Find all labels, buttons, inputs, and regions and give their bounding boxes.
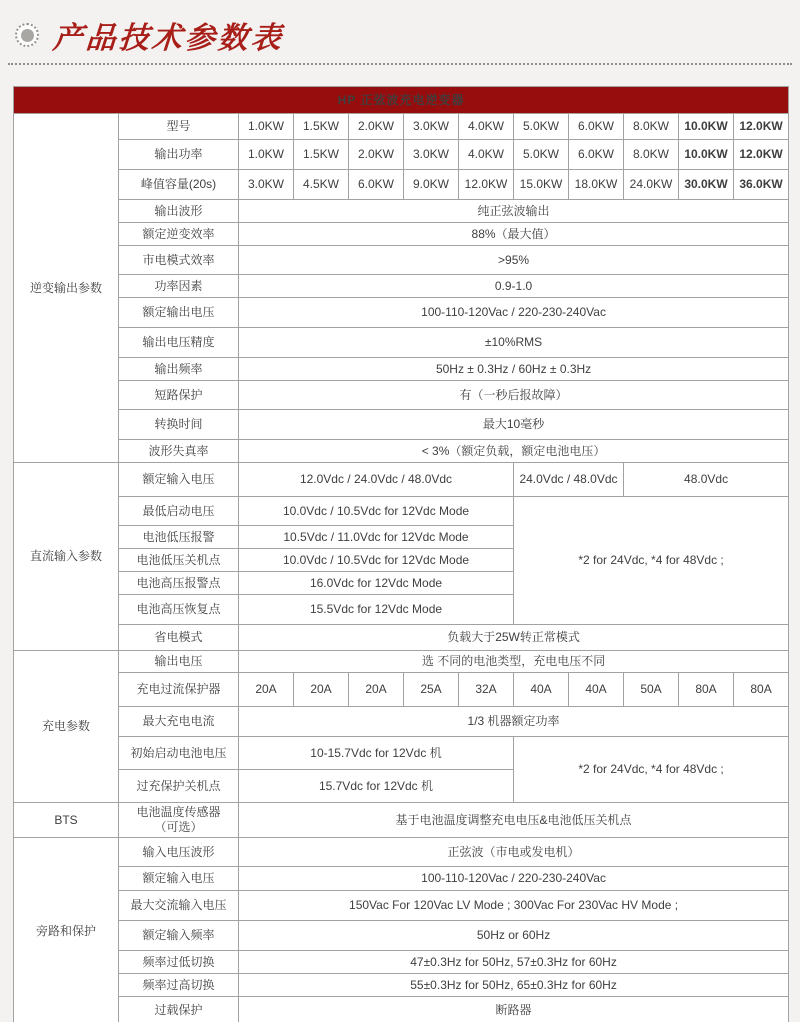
- output-power-value: 2.0KW: [349, 140, 404, 170]
- peak-capacity-value: 6.0KW: [349, 170, 404, 200]
- rated-input-frequency-value: 50Hz or 60Hz: [239, 921, 789, 951]
- param-label-battery-low-cutoff: 电池低压关机点: [119, 549, 239, 572]
- output-power-value: 12.0KW: [734, 140, 789, 170]
- section-label-dc-input: 直流输入参数: [14, 463, 119, 651]
- output-voltage-accuracy-value: ±10%RMS: [239, 328, 789, 358]
- table-row: [14, 140, 789, 170]
- model-value: 10.0KW: [679, 114, 734, 140]
- charge-ocp-value: 40A: [569, 673, 624, 707]
- param-label-eco-mode: 省电模式: [119, 625, 239, 651]
- output-power-value: 8.0KW: [624, 140, 679, 170]
- param-label-max-charge-current: 最大充电电流: [119, 707, 239, 737]
- table-row: [14, 838, 789, 867]
- battery-temp-sensor-value: 基于电池温度调整充电电压&电池低压关机点: [239, 803, 789, 838]
- model-value: 4.0KW: [459, 114, 514, 140]
- model-value: 1.0KW: [239, 114, 294, 140]
- rated-output-voltage-value: 100-110-120Vac / 220-230-240Vac: [239, 298, 789, 328]
- table-row: [14, 651, 789, 673]
- rated-input-voltage-dc-value-3: 48.0Vdc: [624, 463, 789, 497]
- battery-low-cutoff-value: 10.0Vdc / 10.5Vdc for 12Vdc Mode: [239, 549, 514, 572]
- table-row: [14, 803, 789, 838]
- initial-battery-voltage-value: 10-15.7Vdc for 12Vdc 机: [239, 737, 514, 770]
- charge-ocp-value: 20A: [239, 673, 294, 707]
- table-row: [14, 951, 789, 974]
- param-label-inverter-efficiency: 额定逆变效率: [119, 223, 239, 246]
- param-label-overload-protection: 过载保护: [119, 997, 239, 1022]
- param-label-min-start-voltage: 最低启动电压: [119, 497, 239, 526]
- table-row: [14, 891, 789, 921]
- table-row: [14, 170, 789, 200]
- low-frequency-transfer-value: 47±0.3Hz for 50Hz, 57±0.3Hz for 60Hz: [239, 951, 789, 974]
- max-ac-input-voltage-value: 150Vac For 120Vac LV Mode ; 300Vac For 230Vac HV Mode ;: [239, 891, 789, 921]
- spec-table: [13, 86, 789, 1022]
- peak-capacity-value: 3.0KW: [239, 170, 294, 200]
- peak-capacity-value: 9.0KW: [404, 170, 459, 200]
- section-label-inverter: 逆变输出参数: [14, 114, 119, 463]
- param-label-output-voltage-accuracy: 输出电压精度: [119, 328, 239, 358]
- charge-ocp-value: 25A: [404, 673, 459, 707]
- rated-input-voltage-ac-value: 100-110-120Vac / 220-230-240Vac: [239, 867, 789, 891]
- param-label-power-factor: 功率因素: [119, 275, 239, 298]
- param-label-transfer-time: 转换时间: [119, 410, 239, 440]
- table-row: [14, 114, 789, 140]
- param-label-short-circuit-protection: 短路保护: [119, 381, 239, 410]
- battery-high-alarm-value: 16.0Vdc for 12Vdc Mode: [239, 572, 514, 595]
- overcharge-cutoff-value: 15.7Vdc for 12Vdc 机: [239, 770, 514, 803]
- circle-bullet-core: [21, 29, 34, 42]
- output-waveform-value: 纯正弦波输出: [239, 200, 789, 223]
- peak-capacity-value: 24.0KW: [624, 170, 679, 200]
- param-label-battery-high-alarm: 电池高压报警点: [119, 572, 239, 595]
- model-value: 12.0KW: [734, 114, 789, 140]
- param-label-max-ac-input-voltage: 最大交流输入电压: [119, 891, 239, 921]
- table-row: [14, 673, 789, 707]
- charge-ocp-value: 40A: [514, 673, 569, 707]
- table-row: [14, 497, 789, 526]
- charge-multiplier-note: *2 for 24Vdc, *4 for 48Vdc ;: [514, 737, 789, 803]
- model-value: 1.5KW: [294, 114, 349, 140]
- param-label-low-frequency-transfer: 频率过低切换: [119, 951, 239, 974]
- param-label-output-power: 输出功率: [119, 140, 239, 170]
- param-label-input-voltage-waveform: 输入电压波形: [119, 838, 239, 867]
- section-label-bts: BTS: [14, 803, 119, 838]
- param-label-rated-input-frequency: 额定输入频率: [119, 921, 239, 951]
- charge-ocp-value: 32A: [459, 673, 514, 707]
- circle-bullet-icon: [15, 23, 39, 47]
- table-row: [14, 358, 789, 381]
- peak-capacity-value: 30.0KW: [679, 170, 734, 200]
- param-label-output-frequency: 输出频率: [119, 358, 239, 381]
- model-value: 8.0KW: [624, 114, 679, 140]
- dc-multiplier-note: *2 for 24Vdc, *4 for 48Vdc ;: [514, 497, 789, 625]
- param-label-battery-temp-sensor: [119, 803, 239, 838]
- battery-temp-sensor-line1: 电池温度传感器: [136, 805, 221, 819]
- param-label-mains-efficiency: 市电模式效率: [119, 246, 239, 275]
- param-label-peak-capacity: 峰值容量(20s): [119, 170, 239, 200]
- battery-low-alarm-value: 10.5Vdc / 11.0Vdc for 12Vdc Mode: [239, 526, 514, 549]
- model-value: 3.0KW: [404, 114, 459, 140]
- mains-efficiency-value: >95%: [239, 246, 789, 275]
- output-power-value: 10.0KW: [679, 140, 734, 170]
- table-row: [14, 625, 789, 651]
- output-power-value: 5.0KW: [514, 140, 569, 170]
- param-label-model: 型号: [119, 114, 239, 140]
- output-power-value: 3.0KW: [404, 140, 459, 170]
- output-power-value: 6.0KW: [569, 140, 624, 170]
- waveform-distortion-value: < 3%（额定负载，额定电池电压）: [239, 440, 789, 463]
- charge-ocp-value: 50A: [624, 673, 679, 707]
- param-label-initial-battery-voltage: 初始启动电池电压: [119, 737, 239, 770]
- min-start-voltage-value: 10.0Vdc / 10.5Vdc for 12Vdc Mode: [239, 497, 514, 526]
- section-label-bypass: 旁路和保护: [14, 838, 119, 1022]
- table-row: [14, 440, 789, 463]
- table-row: [14, 200, 789, 223]
- high-frequency-transfer-value: 55±0.3Hz for 50Hz, 65±0.3Hz for 60Hz: [239, 974, 789, 997]
- charge-ocp-value: 20A: [294, 673, 349, 707]
- eco-mode-value: 负载大于25W转正常模式: [239, 625, 789, 651]
- max-charge-current-value: 1/3 机器额定功率: [239, 707, 789, 737]
- param-label-charge-ocp: 充电过流保护器: [119, 673, 239, 707]
- table-row: [14, 246, 789, 275]
- charge-ocp-value: 80A: [734, 673, 789, 707]
- battery-high-recovery-value: 15.5Vdc for 12Vdc Mode: [239, 595, 514, 625]
- transfer-time-value: 最大10毫秒: [239, 410, 789, 440]
- model-value: 6.0KW: [569, 114, 624, 140]
- table-row: [14, 921, 789, 951]
- section-label-charge: 充电参数: [14, 651, 119, 803]
- table-header-row: [14, 87, 789, 114]
- table-row: [14, 737, 789, 770]
- output-frequency-value: 50Hz ± 0.3Hz / 60Hz ± 0.3Hz: [239, 358, 789, 381]
- charge-output-voltage-value: 选 不同的电池类型，充电电压不同: [239, 651, 789, 673]
- rated-input-voltage-dc-value-2: 24.0Vdc / 48.0Vdc: [514, 463, 624, 497]
- table-row: [14, 410, 789, 440]
- table-row: [14, 867, 789, 891]
- param-label-rated-input-voltage-ac: 额定输入电压: [119, 867, 239, 891]
- table-title: HP 正弦波充电逆变器: [14, 87, 789, 114]
- param-label-battery-low-alarm: 电池低压报警: [119, 526, 239, 549]
- dotted-divider: [8, 63, 792, 65]
- table-row: [14, 997, 789, 1022]
- peak-capacity-value: 12.0KW: [459, 170, 514, 200]
- output-power-value: 1.5KW: [294, 140, 349, 170]
- charge-ocp-value: 80A: [679, 673, 734, 707]
- peak-capacity-value: 15.0KW: [514, 170, 569, 200]
- page-header: [0, 0, 800, 54]
- param-label-waveform-distortion: 波形失真率: [119, 440, 239, 463]
- table-row: [14, 381, 789, 410]
- overload-protection-value: 断路器: [239, 997, 789, 1022]
- peak-capacity-value: 36.0KW: [734, 170, 789, 200]
- table-row: [14, 298, 789, 328]
- battery-temp-sensor-line2: （可选）: [154, 820, 203, 834]
- table-row: [14, 328, 789, 358]
- output-power-value: 1.0KW: [239, 140, 294, 170]
- rated-input-voltage-dc-value-1: 12.0Vdc / 24.0Vdc / 48.0Vdc: [239, 463, 514, 497]
- table-row: [14, 707, 789, 737]
- param-label-battery-high-recovery: 电池高压恢复点: [119, 595, 239, 625]
- model-value: 2.0KW: [349, 114, 404, 140]
- input-voltage-waveform-value: 正弦波（市电或发电机）: [239, 838, 789, 867]
- output-power-value: 4.0KW: [459, 140, 514, 170]
- table-row: [14, 974, 789, 997]
- peak-capacity-value: 4.5KW: [294, 170, 349, 200]
- param-label-rated-input-voltage-dc: 额定输入电压: [119, 463, 239, 497]
- short-circuit-protection-value: 有（一秒后报故障）: [239, 381, 789, 410]
- param-label-overcharge-cutoff: 过充保护关机点: [119, 770, 239, 803]
- param-label-charge-output-voltage: 输出电压: [119, 651, 239, 673]
- param-label-output-waveform: 输出波形: [119, 200, 239, 223]
- table-row: [14, 223, 789, 246]
- table-row: [14, 463, 789, 497]
- page-title: 产品技术参数表: [51, 22, 285, 55]
- power-factor-value: 0.9-1.0: [239, 275, 789, 298]
- charge-ocp-value: 20A: [349, 673, 404, 707]
- param-label-rated-output-voltage: 额定输出电压: [119, 298, 239, 328]
- model-value: 5.0KW: [514, 114, 569, 140]
- peak-capacity-value: 18.0KW: [569, 170, 624, 200]
- param-label-high-frequency-transfer: 频率过高切换: [119, 974, 239, 997]
- inverter-efficiency-value: 88%（最大值）: [239, 223, 789, 246]
- table-row: [14, 275, 789, 298]
